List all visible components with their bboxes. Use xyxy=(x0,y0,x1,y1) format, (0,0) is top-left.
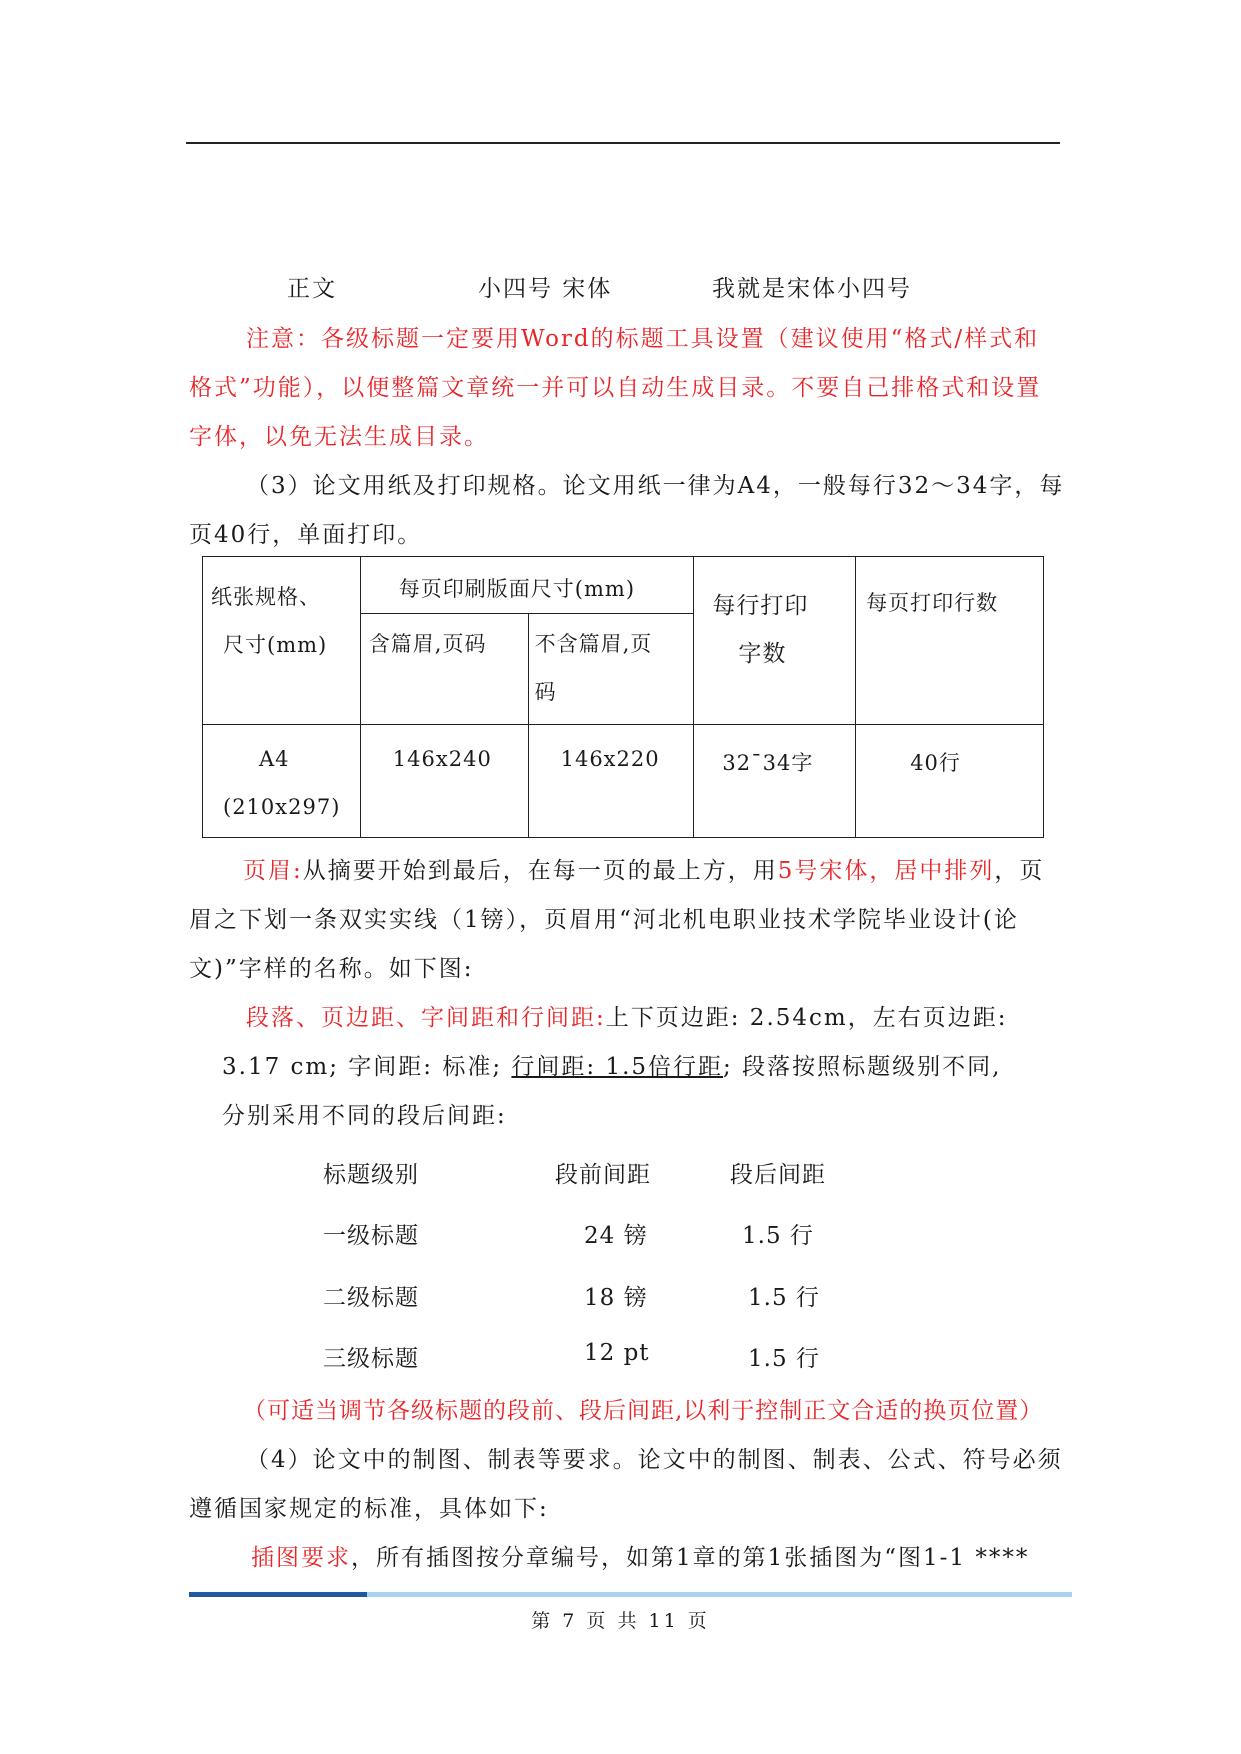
header-print-area: 每页印刷版面尺寸(mm) xyxy=(360,557,694,614)
spacing-para-line-2: 3.17 cm; 字间距: 标准; 行间距: 1.5倍行距; 段落按照标题级别不同, xyxy=(222,1054,1002,1080)
note-line-2: 格式”功能），以便整篇文章统一并可以自动生成目录。不要自己排格式和设置 xyxy=(189,375,1042,401)
level-2-before: 18 镑 xyxy=(584,1285,648,1311)
cell-paper-a4: A4 (210x297) xyxy=(203,725,361,838)
level-3-before: 12 pt xyxy=(584,1340,650,1366)
level-1-before: 24 镑 xyxy=(584,1223,648,1249)
style-sample: 我就是宋体小四号 xyxy=(712,276,912,302)
level-3-after: 1.5 行 xyxy=(748,1346,820,1372)
style-label: 正文 xyxy=(287,276,337,302)
level-1-name: 一级标题 xyxy=(323,1223,419,1249)
spacing-para-label: 段落、页边距、字间距和行间距: xyxy=(246,1005,606,1031)
adjust-note: （可适当调节各级标题的段前、段后间距,以利于控制正文合适的换页位置） xyxy=(243,1398,1044,1424)
footer-bar-dark xyxy=(189,1592,367,1597)
header-lines-per-page: 每页打印行数 xyxy=(856,557,1044,725)
para4-line-1: （4）论文中的制图、制表等要求。论文中的制图、制表、公式、符号必须 xyxy=(246,1447,1063,1473)
spacing-para-line-1: 段落、页边距、字间距和行间距:上下页边距: 2.54cm，左右页边距: xyxy=(246,1005,1008,1031)
cell-chars-per-line: 32¯34字 xyxy=(694,725,856,838)
para4-line-2: 遵循国家规定的标准，具体如下: xyxy=(189,1496,549,1522)
style-size-font: 小四号 宋体 xyxy=(478,276,613,302)
note-line-1: 注意：各级标题一定要用Word的标题工具设置（建议使用“格式/样式和 xyxy=(246,326,1040,352)
levels-header-level: 标题级别 xyxy=(323,1162,419,1188)
header-paper-size: 纸张规格、 尺寸(mm) xyxy=(203,557,361,725)
cell-lines-per-page: 40行 xyxy=(856,725,1044,838)
header-para-emphasis: 5号宋体，居中排列 xyxy=(777,858,995,884)
note-line-3: 字体，以免无法生成目录。 xyxy=(189,424,489,450)
level-1-after: 1.5 行 xyxy=(742,1223,814,1249)
header-para-line-3: 文)”字样的名称。如下图: xyxy=(189,956,474,982)
header-chars-per-line: 每行打印 字数 xyxy=(694,557,856,725)
figure-para-line-1: 插图要求，所有插图按分章编号，如第1章的第1张插图为“图1-1 **** xyxy=(251,1545,1030,1571)
spacing-para-line-3: 分别采用不同的段后间距: xyxy=(222,1103,507,1129)
level-2-name: 二级标题 xyxy=(323,1285,419,1311)
header-without-header-footer: 不含篇眉,页 码 xyxy=(528,614,694,725)
para3-line-2: 页40行，单面打印。 xyxy=(189,522,423,548)
footer-bar-light xyxy=(367,1592,1072,1597)
levels-header-after: 段后间距 xyxy=(730,1162,826,1188)
level-2-after: 1.5 行 xyxy=(748,1285,820,1311)
paper-spec-table xyxy=(202,556,1044,838)
cell-without-header-size: 146x220 xyxy=(528,725,694,838)
cell-with-header-size: 146x240 xyxy=(360,725,528,838)
line-spacing-underlined: 行间距: 1.5倍行距 xyxy=(511,1054,724,1080)
header-para-line-1: 页眉:从摘要开始到最后，在每一页的最上方，用5号宋体，居中排列，页 xyxy=(243,858,1045,884)
header-para-line-2: 眉之下划一条双实实线（1镑），页眉用“河北机电职业技术学院毕业设计(论 xyxy=(189,907,1019,933)
header-double-rule xyxy=(186,142,1060,144)
page-number: 第 7 页 共 11 页 xyxy=(531,1610,710,1632)
level-3-name: 三级标题 xyxy=(323,1346,419,1372)
figure-para-label: 插图要求 xyxy=(251,1545,351,1571)
header-with-header-footer: 含篇眉,页码 xyxy=(360,614,528,725)
levels-header-before: 段前间距 xyxy=(555,1162,651,1188)
header-para-label: 页眉: xyxy=(243,858,303,884)
para3-line-1: （3）论文用纸及打印规格。论文用纸一律为A4，一般每行32～34字，每 xyxy=(246,473,1065,499)
